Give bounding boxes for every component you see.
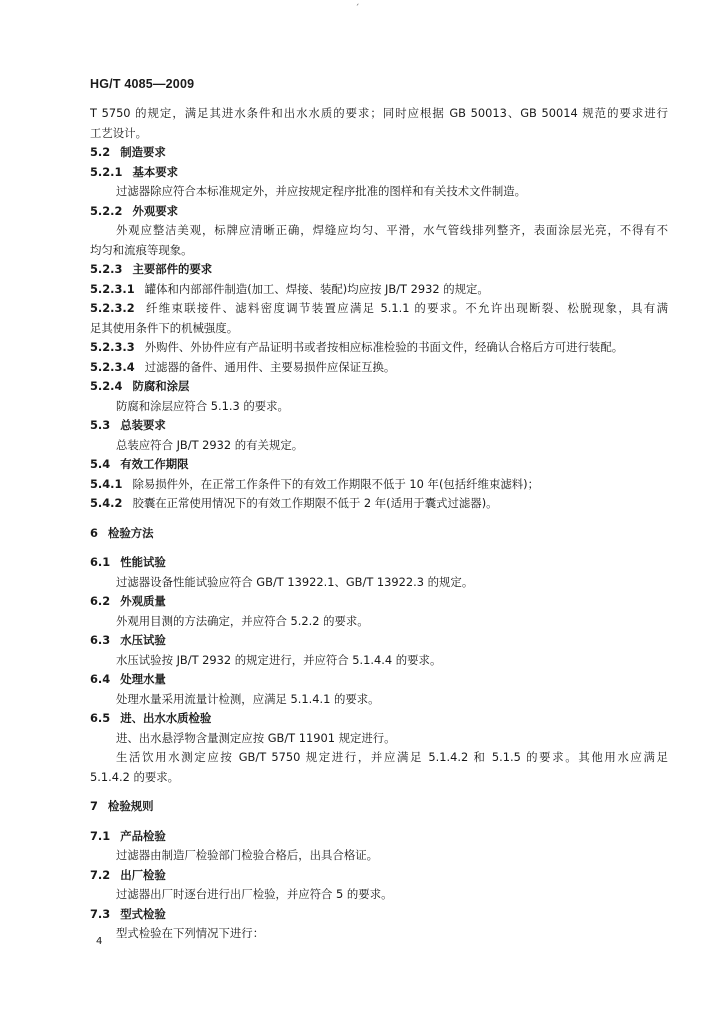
paragraph-line: 水压试验按 JB/T 2932 的规定进行，并应符合 5.1.4.4 的要求。 (116, 652, 442, 667)
paragraph-line: 进、出水悬浮物含量测定应按 GB/T 11901 规定进行。 (116, 730, 396, 745)
clause-line: 5.2.3.1 罐体和内部部件制造(加工、焊接、装配)均应按 JB/T 2932 的规定。 (90, 281, 489, 296)
section-heading: 5.2.4 防腐和涂层 (90, 379, 190, 393)
clause-line: 5.2.3.4 过滤器的备件、通用件、主要易损件应保证互换。 (90, 359, 396, 374)
paragraph-line: T 5750 的规定，满足其进水条件和出水水质的要求；同时应根据 GB 50013、GB 50014 规范的要求进行 (90, 106, 668, 120)
paragraph-line: 处理水量采用流量计检测，应满足 5.1.4.1 的要求。 (116, 691, 380, 706)
page-number: 4 (96, 936, 103, 947)
body-text (90, 104, 668, 944)
section-heading: 7.3 型式检验 (90, 906, 166, 921)
clause-line: 5.2.3.3 外购件、外协件应有产品证明书或者按相应标准检验的书面文件，经确认合格后方可进行装配。 (90, 340, 624, 354)
chapter-heading: 7 检验规则 (90, 799, 154, 813)
section-heading: 7.2 出厂检验 (90, 867, 166, 882)
section-heading: 6.5 进、出水水质检验 (90, 711, 212, 725)
section-heading: 6.4 处理水量 (90, 672, 166, 686)
section-heading: 6.3 水压试验 (90, 633, 166, 647)
paragraph-line: 足其使用条件下的机械强度。 (90, 320, 239, 335)
standard-code-header: HG/T 4085—2009 (90, 77, 195, 91)
section-heading: 5.3 总装要求 (90, 418, 166, 432)
paragraph-line: 防腐和涂层应符合 5.1.3 的要求。 (116, 398, 289, 413)
clause-line: 5.4.2 胶囊在正常使用情况下的有效工作期限不低于 2 年(适用于囊式过滤器)。 (90, 496, 498, 510)
paragraph-line: 过滤器除应符合本标准规定外，并应按规定程序批准的图样和有关技术文件制造。 (116, 184, 527, 198)
section-heading: 5.2.3 主要部件的要求 (90, 262, 213, 276)
paragraph-line: 总装应符合 JB/T 2932 的有关规定。 (116, 437, 304, 452)
section-heading: 5.2 制造要求 (90, 145, 166, 159)
section-heading: 5.2.2 外观要求 (90, 203, 179, 218)
paragraph-line: 工艺设计。 (90, 125, 147, 140)
section-heading: 7.1 产品检验 (90, 828, 166, 843)
paragraph-line: 过滤器出厂时逐台进行出厂检验，并应符合 5 的要求。 (116, 887, 393, 901)
clause-line: 5.2.3.2 纤维束联接件、滤料密度调节装置应满足 5.1.1 的要求。不允许出现断裂、松脱现象，具有满 (90, 301, 668, 315)
paragraph-line: 过滤器设备性能试验应符合 GB/T 13922.1、GB/T 13922.3 的规定。 (116, 574, 474, 589)
paragraph-line: 5.1.4.2 的要求。 (90, 769, 180, 784)
paragraph-line: 生活饮用水测定应按 GB/T 5750 规定进行，并应满足 5.1.4.2 和 5.1.5 的要求。其他用水应满足 (116, 750, 668, 764)
paragraph-line: 外观用目测的方法确定，并应符合 5.2.2 的要求。 (116, 613, 369, 628)
section-heading: 5.2.1 基本要求 (90, 164, 179, 179)
paragraph-line: 型式检验在下列情况下进行： (116, 926, 265, 940)
section-heading: 6.2 外观质量 (90, 594, 166, 608)
section-heading: 5.4 有效工作期限 (90, 457, 189, 471)
section-heading: 6.1 性能试验 (90, 555, 166, 569)
chapter-heading: 6 检验方法 (90, 525, 154, 540)
paragraph-line: 均匀和流痕等现象。 (90, 242, 193, 257)
paragraph-line: 过滤器由制造厂检验部门检验合格后，出具合格证。 (116, 848, 378, 862)
scan-mark: ˊ (355, 4, 360, 14)
paragraph-line: 外观应整洁美观，标牌应清晰正确，焊缝应均匀、平滑，水气管线排列整齐，表面涂层光亮，不得有不 (116, 223, 668, 237)
clause-line: 5.4.1 除易损件外，在正常工作条件下的有效工作期限不低于 10 年(包括纤维束滤料)； (90, 476, 539, 491)
